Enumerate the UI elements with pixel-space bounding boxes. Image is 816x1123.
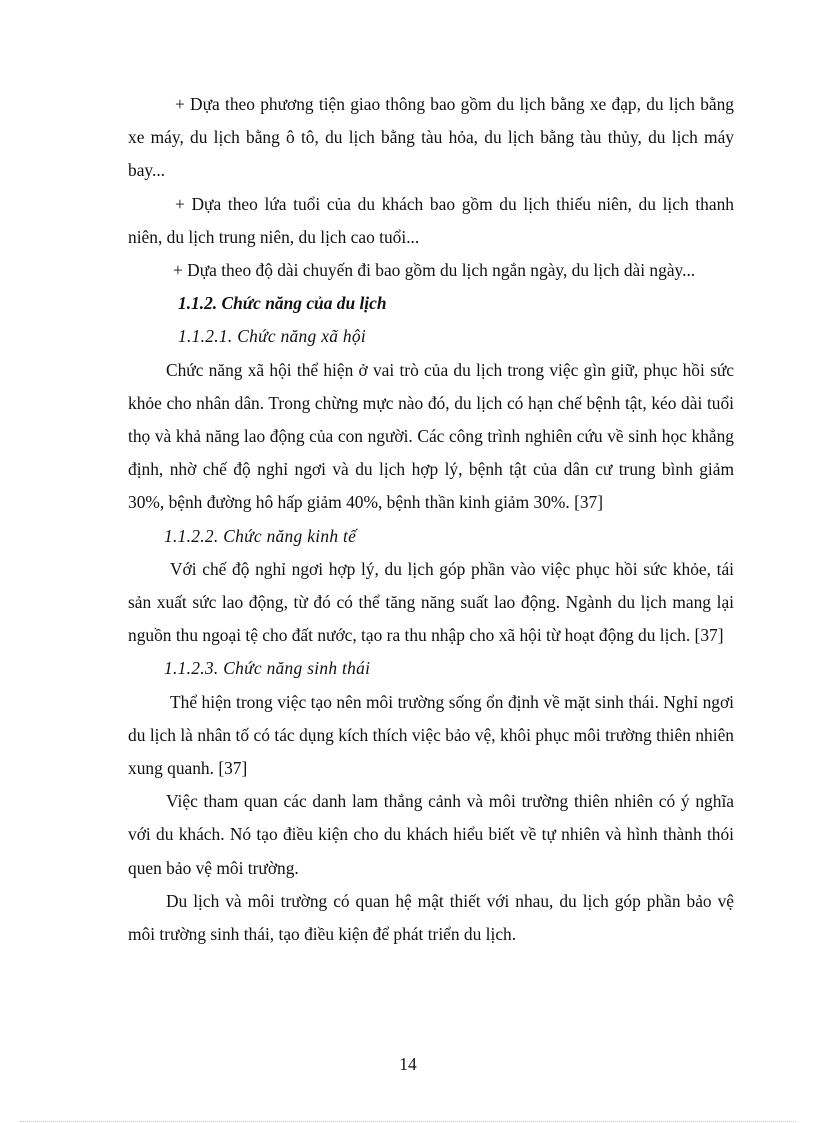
bullet-transport: + Dựa theo phương tiện giao thông bao gồm du lịch bằng xe đạp, du lịch bằng xe máy, du lịch bằng ô tô, du lịch bằng tàu hỏa, du lịch bằng tàu thủy, du lịch máy bay... (128, 94, 734, 181)
page-bottom-divider (20, 1121, 796, 1122)
subsection-heading-ecological: 1.1.2.3. Chức năng sinh thái (164, 658, 371, 679)
bullet-duration: + Dựa theo độ dài chuyến đi bao gồm du lịch ngắn ngày, du lịch dài ngày... (173, 260, 696, 281)
paragraph-environment: Du lịch và môi trường có quan hệ mật thiết với nhau, du lịch góp phần bảo vệ môi trường sinh thái, tạo điều kiện để phát triển du lịch. (128, 890, 734, 945)
paragraph-social-function: Chức năng xã hội thể hiện ở vai trò của du lịch trong việc gìn giữ, phục hồi sức khỏe cho nhân dân. Trong chừng mực nào đó, du lịch có hạn chế bệnh tật, kéo dài tuổi thọ và khả năng lao động của con người. Các công trình nghiên cứu về sinh học khẳng định, nhờ chế độ nghỉ ngơi và du lịch hợp lý, bệnh tật của dân cư trung bình giảm 30%, bệnh đường hô hấp giảm 40%, bệnh thần kinh giảm 30%. [37] (128, 359, 734, 513)
subsection-heading-social: 1.1.2.1. Chức năng xã hội (178, 326, 366, 347)
section-heading-functions: 1.1.2. Chức năng của du lịch (178, 293, 387, 314)
page-number: 14 (399, 1054, 417, 1074)
paragraph-sightseeing: Việc tham quan các danh lam thắng cảnh và môi trường thiên nhiên có ý nghĩa với du khách. Nó tạo điều kiện cho du khách hiểu biết về tự nhiên và hình thành thói quen bảo vệ môi trường. (128, 791, 734, 878)
paragraph-economic-function: Với chế độ nghỉ ngơi hợp lý, du lịch góp phần vào việc phục hồi sức khỏe, tái sản xuất sức lao động, từ đó có thể tăng năng suất lao động. Ngành du lịch mang lại nguồn thu ngoại tệ cho đất nước, tạo ra thu nhập cho xã hội từ hoạt động du lịch. [37] (128, 558, 734, 646)
subsection-heading-economic: 1.1.2.2. Chức năng kinh tế (164, 525, 357, 546)
paragraph-ecological-function: Thể hiện trong việc tạo nên môi trường sống ổn định về mặt sinh thái. Nghỉ ngơi du lịch là nhân tố có tác dụng kích thích việc bảo vệ, khôi phục môi trường thiên nhiên xung quanh. [37] (128, 691, 734, 779)
bullet-age: + Dựa theo lứa tuổi của du khách bao gồm du lịch thiếu niên, du lịch thanh niên, du lịch trung niên, du lịch cao tuổi... (128, 193, 734, 247)
page-body (128, 88, 734, 951)
